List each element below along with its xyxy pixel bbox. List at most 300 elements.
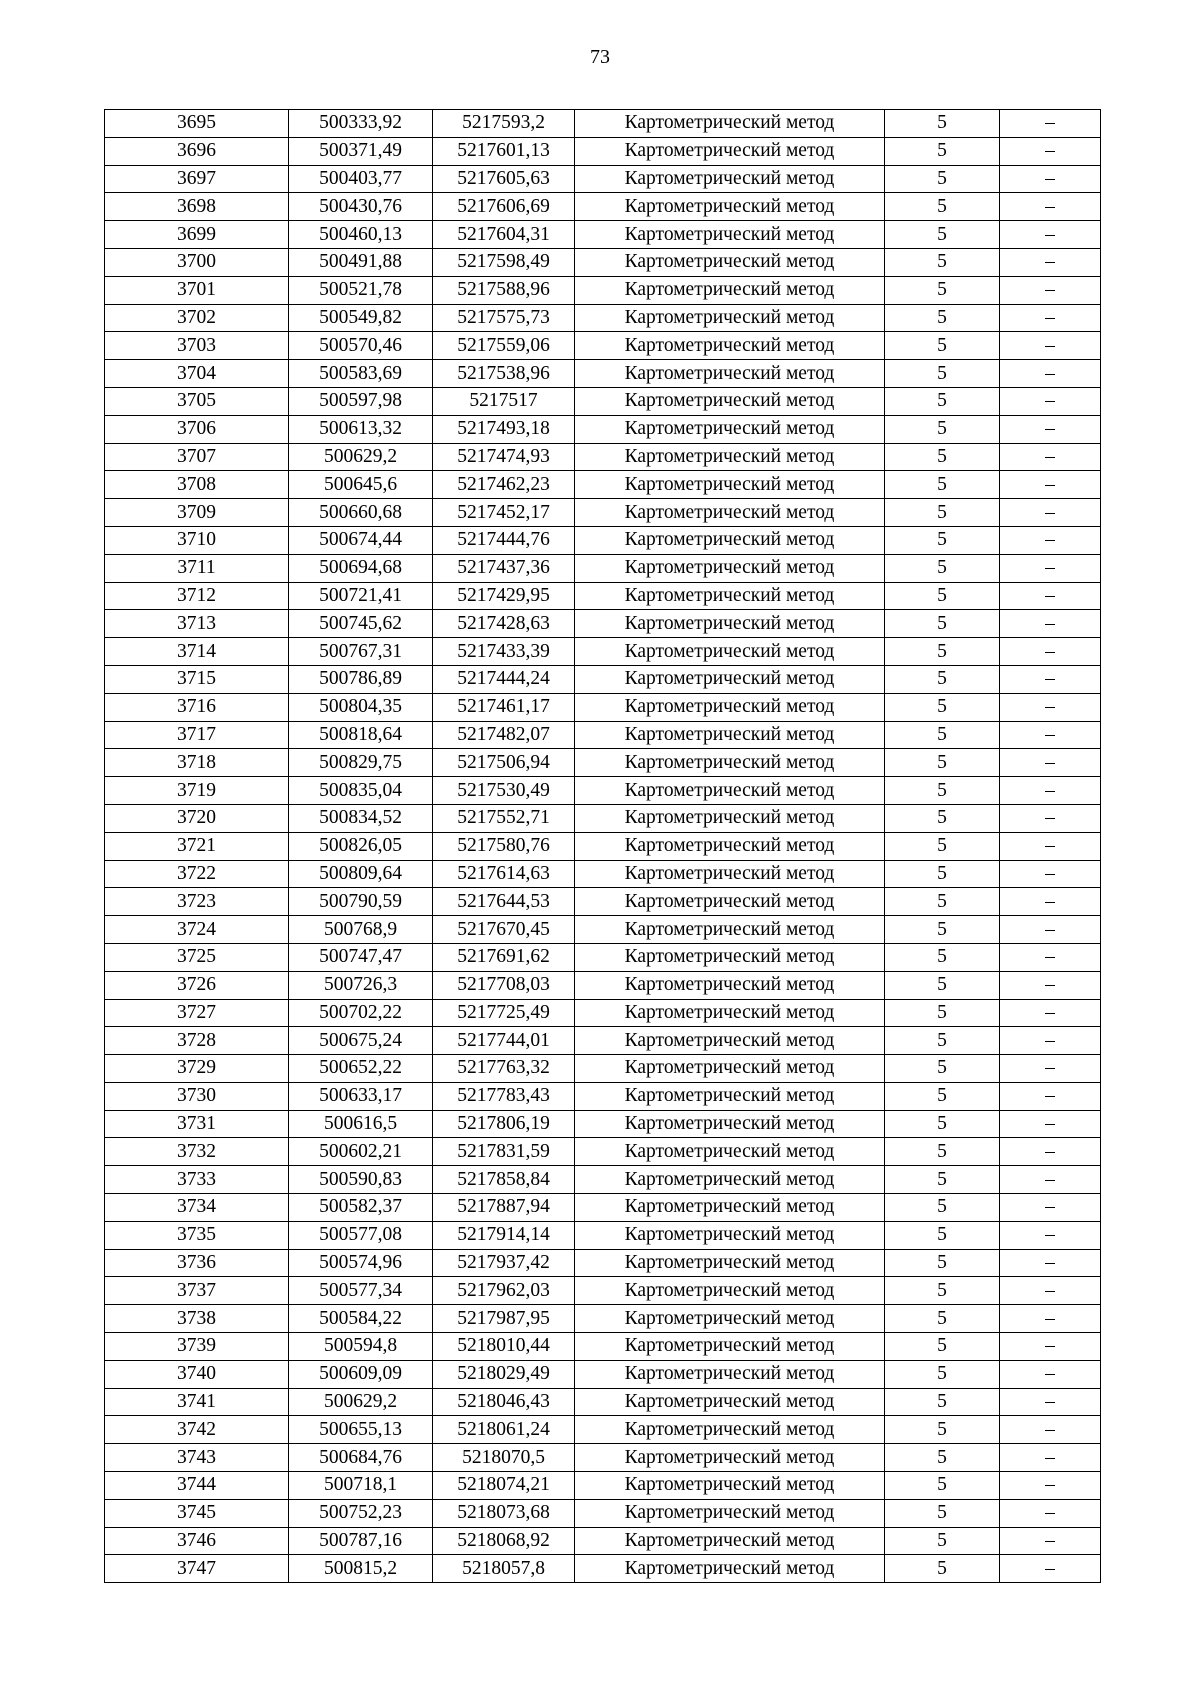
y-coordinate-cell: 5217763,32 (433, 1055, 575, 1083)
x-coordinate-cell: 500645,6 (289, 471, 433, 499)
y-coordinate-cell: 5217614,63 (433, 860, 575, 888)
point-number-cell: 3734 (105, 1194, 289, 1222)
y-coordinate-cell: 5217580,76 (433, 832, 575, 860)
table-row (105, 1499, 1101, 1527)
table-row (105, 943, 1101, 971)
method-cell: Картометрический метод (575, 582, 885, 610)
x-coordinate-cell: 500629,2 (289, 443, 433, 471)
accuracy-cell: 5 (885, 832, 1000, 860)
method-cell: Картометрический метод (575, 1333, 885, 1361)
x-coordinate-cell: 500702,22 (289, 999, 433, 1027)
accuracy-cell: 5 (885, 1138, 1000, 1166)
accuracy-cell: 5 (885, 860, 1000, 888)
x-coordinate-cell: 500674,44 (289, 526, 433, 554)
accuracy-cell: 5 (885, 1249, 1000, 1277)
method-cell: Картометрический метод (575, 471, 885, 499)
y-coordinate-cell: 5217452,17 (433, 499, 575, 527)
description-cell: – (1000, 554, 1101, 582)
y-coordinate-cell: 5217605,63 (433, 165, 575, 193)
method-cell: Картометрический метод (575, 943, 885, 971)
description-cell: – (1000, 193, 1101, 221)
method-cell: Картометрический метод (575, 360, 885, 388)
method-cell: Картометрический метод (575, 1055, 885, 1083)
x-coordinate-cell: 500786,89 (289, 665, 433, 693)
table-row (105, 777, 1101, 805)
point-number-cell: 3705 (105, 387, 289, 415)
point-number-cell: 3730 (105, 1082, 289, 1110)
y-coordinate-cell: 5217559,06 (433, 332, 575, 360)
x-coordinate-cell: 500721,41 (289, 582, 433, 610)
method-cell: Картометрический метод (575, 1138, 885, 1166)
accuracy-cell: 5 (885, 276, 1000, 304)
method-cell: Картометрический метод (575, 332, 885, 360)
method-cell: Картометрический метод (575, 415, 885, 443)
method-cell: Картометрический метод (575, 387, 885, 415)
x-coordinate-cell: 500809,64 (289, 860, 433, 888)
y-coordinate-cell: 5218057,8 (433, 1555, 575, 1583)
point-number-cell: 3709 (105, 499, 289, 527)
table-row (105, 276, 1101, 304)
point-number-cell: 3746 (105, 1527, 289, 1555)
method-cell: Картометрический метод (575, 1555, 885, 1583)
point-number-cell: 3708 (105, 471, 289, 499)
x-coordinate-cell: 500583,69 (289, 360, 433, 388)
description-cell: – (1000, 1277, 1101, 1305)
point-number-cell: 3702 (105, 304, 289, 332)
accuracy-cell: 5 (885, 943, 1000, 971)
method-cell: Картометрический метод (575, 276, 885, 304)
accuracy-cell: 5 (885, 1055, 1000, 1083)
table-row (105, 1082, 1101, 1110)
table-row (105, 916, 1101, 944)
accuracy-cell: 5 (885, 1388, 1000, 1416)
description-cell: – (1000, 999, 1101, 1027)
table-row (105, 721, 1101, 749)
y-coordinate-cell: 5217598,49 (433, 248, 575, 276)
method-cell: Картометрический метод (575, 443, 885, 471)
accuracy-cell: 5 (885, 1194, 1000, 1222)
method-cell: Картометрический метод (575, 1360, 885, 1388)
x-coordinate-cell: 500694,68 (289, 554, 433, 582)
x-coordinate-cell: 500430,76 (289, 193, 433, 221)
description-cell: – (1000, 471, 1101, 499)
table-row (105, 165, 1101, 193)
method-cell: Картометрический метод (575, 1305, 885, 1333)
y-coordinate-cell: 5217601,13 (433, 137, 575, 165)
point-number-cell: 3739 (105, 1333, 289, 1361)
table-row (105, 1194, 1101, 1222)
x-coordinate-cell: 500574,96 (289, 1249, 433, 1277)
method-cell: Картометрический метод (575, 693, 885, 721)
point-number-cell: 3699 (105, 221, 289, 249)
method-cell: Картометрический метод (575, 999, 885, 1027)
accuracy-cell: 5 (885, 888, 1000, 916)
x-coordinate-cell: 500835,04 (289, 777, 433, 805)
description-cell: – (1000, 415, 1101, 443)
accuracy-cell: 5 (885, 1444, 1000, 1472)
table-row (105, 137, 1101, 165)
y-coordinate-cell: 5217530,49 (433, 777, 575, 805)
description-cell: – (1000, 1305, 1101, 1333)
point-number-cell: 3720 (105, 804, 289, 832)
y-coordinate-cell: 5218073,68 (433, 1499, 575, 1527)
method-cell: Картометрический метод (575, 638, 885, 666)
x-coordinate-cell: 500577,08 (289, 1221, 433, 1249)
y-coordinate-cell: 5217604,31 (433, 221, 575, 249)
description-cell: – (1000, 221, 1101, 249)
x-coordinate-cell: 500747,47 (289, 943, 433, 971)
description-cell: – (1000, 1555, 1101, 1583)
x-coordinate-cell: 500655,13 (289, 1416, 433, 1444)
table-row (105, 1388, 1101, 1416)
accuracy-cell: 5 (885, 916, 1000, 944)
accuracy-cell: 5 (885, 1277, 1000, 1305)
description-cell: – (1000, 1416, 1101, 1444)
point-number-cell: 3733 (105, 1166, 289, 1194)
accuracy-cell: 5 (885, 1082, 1000, 1110)
table-row (105, 221, 1101, 249)
x-coordinate-cell: 500652,22 (289, 1055, 433, 1083)
y-coordinate-cell: 5217429,95 (433, 582, 575, 610)
table-row (105, 1305, 1101, 1333)
description-cell: – (1000, 1055, 1101, 1083)
y-coordinate-cell: 5217575,73 (433, 304, 575, 332)
description-cell: – (1000, 804, 1101, 832)
description-cell: – (1000, 248, 1101, 276)
accuracy-cell: 5 (885, 332, 1000, 360)
method-cell: Картометрический метод (575, 1499, 885, 1527)
y-coordinate-cell: 5217474,93 (433, 443, 575, 471)
point-number-cell: 3731 (105, 1110, 289, 1138)
x-coordinate-cell: 500767,31 (289, 638, 433, 666)
method-cell: Картометрический метод (575, 221, 885, 249)
x-coordinate-cell: 500371,49 (289, 137, 433, 165)
table-row (105, 415, 1101, 443)
y-coordinate-cell: 5217538,96 (433, 360, 575, 388)
table-row (105, 554, 1101, 582)
point-number-cell: 3742 (105, 1416, 289, 1444)
table-row (105, 1221, 1101, 1249)
point-number-cell: 3728 (105, 1027, 289, 1055)
description-cell: – (1000, 943, 1101, 971)
point-number-cell: 3736 (105, 1249, 289, 1277)
point-number-cell: 3704 (105, 360, 289, 388)
table-body (105, 110, 1101, 1583)
description-cell: – (1000, 693, 1101, 721)
x-coordinate-cell: 500787,16 (289, 1527, 433, 1555)
x-coordinate-cell: 500613,32 (289, 415, 433, 443)
point-number-cell: 3735 (105, 1221, 289, 1249)
point-number-cell: 3719 (105, 777, 289, 805)
description-cell: – (1000, 526, 1101, 554)
accuracy-cell: 5 (885, 360, 1000, 388)
point-number-cell: 3706 (105, 415, 289, 443)
point-number-cell: 3714 (105, 638, 289, 666)
description-cell: – (1000, 665, 1101, 693)
y-coordinate-cell: 5217433,39 (433, 638, 575, 666)
accuracy-cell: 5 (885, 610, 1000, 638)
table-row (105, 1055, 1101, 1083)
x-coordinate-cell: 500804,35 (289, 693, 433, 721)
x-coordinate-cell: 500790,59 (289, 888, 433, 916)
method-cell: Картометрический метод (575, 721, 885, 749)
y-coordinate-cell: 5218070,5 (433, 1444, 575, 1472)
table-row (105, 304, 1101, 332)
y-coordinate-cell: 5217962,03 (433, 1277, 575, 1305)
x-coordinate-cell: 500590,83 (289, 1166, 433, 1194)
y-coordinate-cell: 5217725,49 (433, 999, 575, 1027)
method-cell: Картометрический метод (575, 888, 885, 916)
accuracy-cell: 5 (885, 137, 1000, 165)
description-cell: – (1000, 137, 1101, 165)
point-number-cell: 3741 (105, 1388, 289, 1416)
x-coordinate-cell: 500549,82 (289, 304, 433, 332)
y-coordinate-cell: 5217744,01 (433, 1027, 575, 1055)
method-cell: Картометрический метод (575, 971, 885, 999)
description-cell: – (1000, 832, 1101, 860)
method-cell: Картометрический метод (575, 610, 885, 638)
table-row (105, 1166, 1101, 1194)
point-number-cell: 3722 (105, 860, 289, 888)
y-coordinate-cell: 5217691,62 (433, 943, 575, 971)
table-row (105, 971, 1101, 999)
point-number-cell: 3745 (105, 1499, 289, 1527)
y-coordinate-cell: 5218010,44 (433, 1333, 575, 1361)
table-row (105, 860, 1101, 888)
point-number-cell: 3701 (105, 276, 289, 304)
y-coordinate-cell: 5217708,03 (433, 971, 575, 999)
method-cell: Картометрический метод (575, 1082, 885, 1110)
method-cell: Картометрический метод (575, 1444, 885, 1472)
description-cell: – (1000, 1110, 1101, 1138)
table-row (105, 1527, 1101, 1555)
y-coordinate-cell: 5217444,76 (433, 526, 575, 554)
point-number-cell: 3740 (105, 1360, 289, 1388)
x-coordinate-cell: 500745,62 (289, 610, 433, 638)
description-cell: – (1000, 777, 1101, 805)
accuracy-cell: 5 (885, 471, 1000, 499)
method-cell: Картометрический метод (575, 304, 885, 332)
x-coordinate-cell: 500684,76 (289, 1444, 433, 1472)
description-cell: – (1000, 1360, 1101, 1388)
x-coordinate-cell: 500660,68 (289, 499, 433, 527)
point-number-cell: 3723 (105, 888, 289, 916)
description-cell: – (1000, 610, 1101, 638)
accuracy-cell: 5 (885, 1166, 1000, 1194)
y-coordinate-cell: 5217482,07 (433, 721, 575, 749)
y-coordinate-cell: 5217831,59 (433, 1138, 575, 1166)
accuracy-cell: 5 (885, 665, 1000, 693)
accuracy-cell: 5 (885, 221, 1000, 249)
description-cell: – (1000, 1082, 1101, 1110)
description-cell: – (1000, 916, 1101, 944)
description-cell: – (1000, 332, 1101, 360)
x-coordinate-cell: 500633,17 (289, 1082, 433, 1110)
description-cell: – (1000, 110, 1101, 138)
method-cell: Картометрический метод (575, 1194, 885, 1222)
point-number-cell: 3725 (105, 943, 289, 971)
method-cell: Картометрический метод (575, 193, 885, 221)
table-row (105, 1249, 1101, 1277)
accuracy-cell: 5 (885, 499, 1000, 527)
point-number-cell: 3718 (105, 749, 289, 777)
table-row (105, 471, 1101, 499)
description-cell: – (1000, 1444, 1101, 1472)
method-cell: Картометрический метод (575, 1388, 885, 1416)
description-cell: – (1000, 1472, 1101, 1500)
description-cell: – (1000, 360, 1101, 388)
point-number-cell: 3727 (105, 999, 289, 1027)
method-cell: Картометрический метод (575, 1249, 885, 1277)
y-coordinate-cell: 5218074,21 (433, 1472, 575, 1500)
accuracy-cell: 5 (885, 304, 1000, 332)
accuracy-cell: 5 (885, 582, 1000, 610)
x-coordinate-cell: 500718,1 (289, 1472, 433, 1500)
description-cell: – (1000, 638, 1101, 666)
point-number-cell: 3743 (105, 1444, 289, 1472)
point-number-cell: 3726 (105, 971, 289, 999)
table-row (105, 638, 1101, 666)
method-cell: Картометрический метод (575, 165, 885, 193)
table-row (105, 193, 1101, 221)
accuracy-cell: 5 (885, 1416, 1000, 1444)
point-number-cell: 3732 (105, 1138, 289, 1166)
accuracy-cell: 5 (885, 387, 1000, 415)
description-cell: – (1000, 1138, 1101, 1166)
accuracy-cell: 5 (885, 999, 1000, 1027)
accuracy-cell: 5 (885, 110, 1000, 138)
x-coordinate-cell: 500521,78 (289, 276, 433, 304)
table-row (105, 526, 1101, 554)
description-cell: – (1000, 1221, 1101, 1249)
accuracy-cell: 5 (885, 1527, 1000, 1555)
x-coordinate-cell: 500818,64 (289, 721, 433, 749)
y-coordinate-cell: 5217588,96 (433, 276, 575, 304)
table-row (105, 665, 1101, 693)
point-number-cell: 3711 (105, 554, 289, 582)
y-coordinate-cell: 5217444,24 (433, 665, 575, 693)
method-cell: Картометрический метод (575, 1027, 885, 1055)
y-coordinate-cell: 5217428,63 (433, 610, 575, 638)
method-cell: Картометрический метод (575, 832, 885, 860)
accuracy-cell: 5 (885, 749, 1000, 777)
table-row (105, 1555, 1101, 1583)
x-coordinate-cell: 500460,13 (289, 221, 433, 249)
x-coordinate-cell: 500333,92 (289, 110, 433, 138)
method-cell: Картометрический метод (575, 1527, 885, 1555)
accuracy-cell: 5 (885, 638, 1000, 666)
table-row (105, 1333, 1101, 1361)
accuracy-cell: 5 (885, 971, 1000, 999)
y-coordinate-cell: 5217461,17 (433, 693, 575, 721)
x-coordinate-cell: 500403,77 (289, 165, 433, 193)
x-coordinate-cell: 500584,22 (289, 1305, 433, 1333)
method-cell: Картометрический метод (575, 860, 885, 888)
method-cell: Картометрический метод (575, 777, 885, 805)
y-coordinate-cell: 5218029,49 (433, 1360, 575, 1388)
description-cell: – (1000, 276, 1101, 304)
y-coordinate-cell: 5217670,45 (433, 916, 575, 944)
description-cell: – (1000, 860, 1101, 888)
table-row (105, 1444, 1101, 1472)
point-number-cell: 3703 (105, 332, 289, 360)
accuracy-cell: 5 (885, 721, 1000, 749)
table-row (105, 499, 1101, 527)
accuracy-cell: 5 (885, 443, 1000, 471)
x-coordinate-cell: 500768,9 (289, 916, 433, 944)
method-cell: Картометрический метод (575, 749, 885, 777)
table-row (105, 332, 1101, 360)
x-coordinate-cell: 500594,8 (289, 1333, 433, 1361)
table-row (105, 1138, 1101, 1166)
method-cell: Картометрический метод (575, 1166, 885, 1194)
method-cell: Картометрический метод (575, 137, 885, 165)
y-coordinate-cell: 5217858,84 (433, 1166, 575, 1194)
y-coordinate-cell: 5217493,18 (433, 415, 575, 443)
point-number-cell: 3724 (105, 916, 289, 944)
table-row (105, 360, 1101, 388)
y-coordinate-cell: 5217462,23 (433, 471, 575, 499)
point-number-cell: 3698 (105, 193, 289, 221)
accuracy-cell: 5 (885, 1472, 1000, 1500)
method-cell: Картометрический метод (575, 248, 885, 276)
accuracy-cell: 5 (885, 554, 1000, 582)
x-coordinate-cell: 500597,98 (289, 387, 433, 415)
point-number-cell: 3747 (105, 1555, 289, 1583)
x-coordinate-cell: 500582,37 (289, 1194, 433, 1222)
table-row (105, 999, 1101, 1027)
x-coordinate-cell: 500752,23 (289, 1499, 433, 1527)
description-cell: – (1000, 582, 1101, 610)
point-number-cell: 3695 (105, 110, 289, 138)
accuracy-cell: 5 (885, 1110, 1000, 1138)
method-cell: Картометрический метод (575, 1221, 885, 1249)
description-cell: – (1000, 1388, 1101, 1416)
description-cell: – (1000, 387, 1101, 415)
x-coordinate-cell: 500815,2 (289, 1555, 433, 1583)
point-number-cell: 3721 (105, 832, 289, 860)
accuracy-cell: 5 (885, 777, 1000, 805)
y-coordinate-cell: 5217987,95 (433, 1305, 575, 1333)
description-cell: – (1000, 721, 1101, 749)
method-cell: Картометрический метод (575, 110, 885, 138)
x-coordinate-cell: 500834,52 (289, 804, 433, 832)
coordinates-table (104, 109, 1101, 1583)
y-coordinate-cell: 5217552,71 (433, 804, 575, 832)
x-coordinate-cell: 500577,34 (289, 1277, 433, 1305)
table-row (105, 693, 1101, 721)
x-coordinate-cell: 500602,21 (289, 1138, 433, 1166)
x-coordinate-cell: 500629,2 (289, 1388, 433, 1416)
point-number-cell: 3696 (105, 137, 289, 165)
x-coordinate-cell: 500570,46 (289, 332, 433, 360)
y-coordinate-cell: 5218046,43 (433, 1388, 575, 1416)
x-coordinate-cell: 500675,24 (289, 1027, 433, 1055)
point-number-cell: 3710 (105, 526, 289, 554)
method-cell: Картометрический метод (575, 916, 885, 944)
method-cell: Картометрический метод (575, 526, 885, 554)
accuracy-cell: 5 (885, 1305, 1000, 1333)
table-row (105, 248, 1101, 276)
point-number-cell: 3712 (105, 582, 289, 610)
x-coordinate-cell: 500726,3 (289, 971, 433, 999)
y-coordinate-cell: 5217506,94 (433, 749, 575, 777)
y-coordinate-cell: 5217644,53 (433, 888, 575, 916)
description-cell: – (1000, 1194, 1101, 1222)
method-cell: Картометрический метод (575, 1472, 885, 1500)
y-coordinate-cell: 5217937,42 (433, 1249, 575, 1277)
accuracy-cell: 5 (885, 1360, 1000, 1388)
